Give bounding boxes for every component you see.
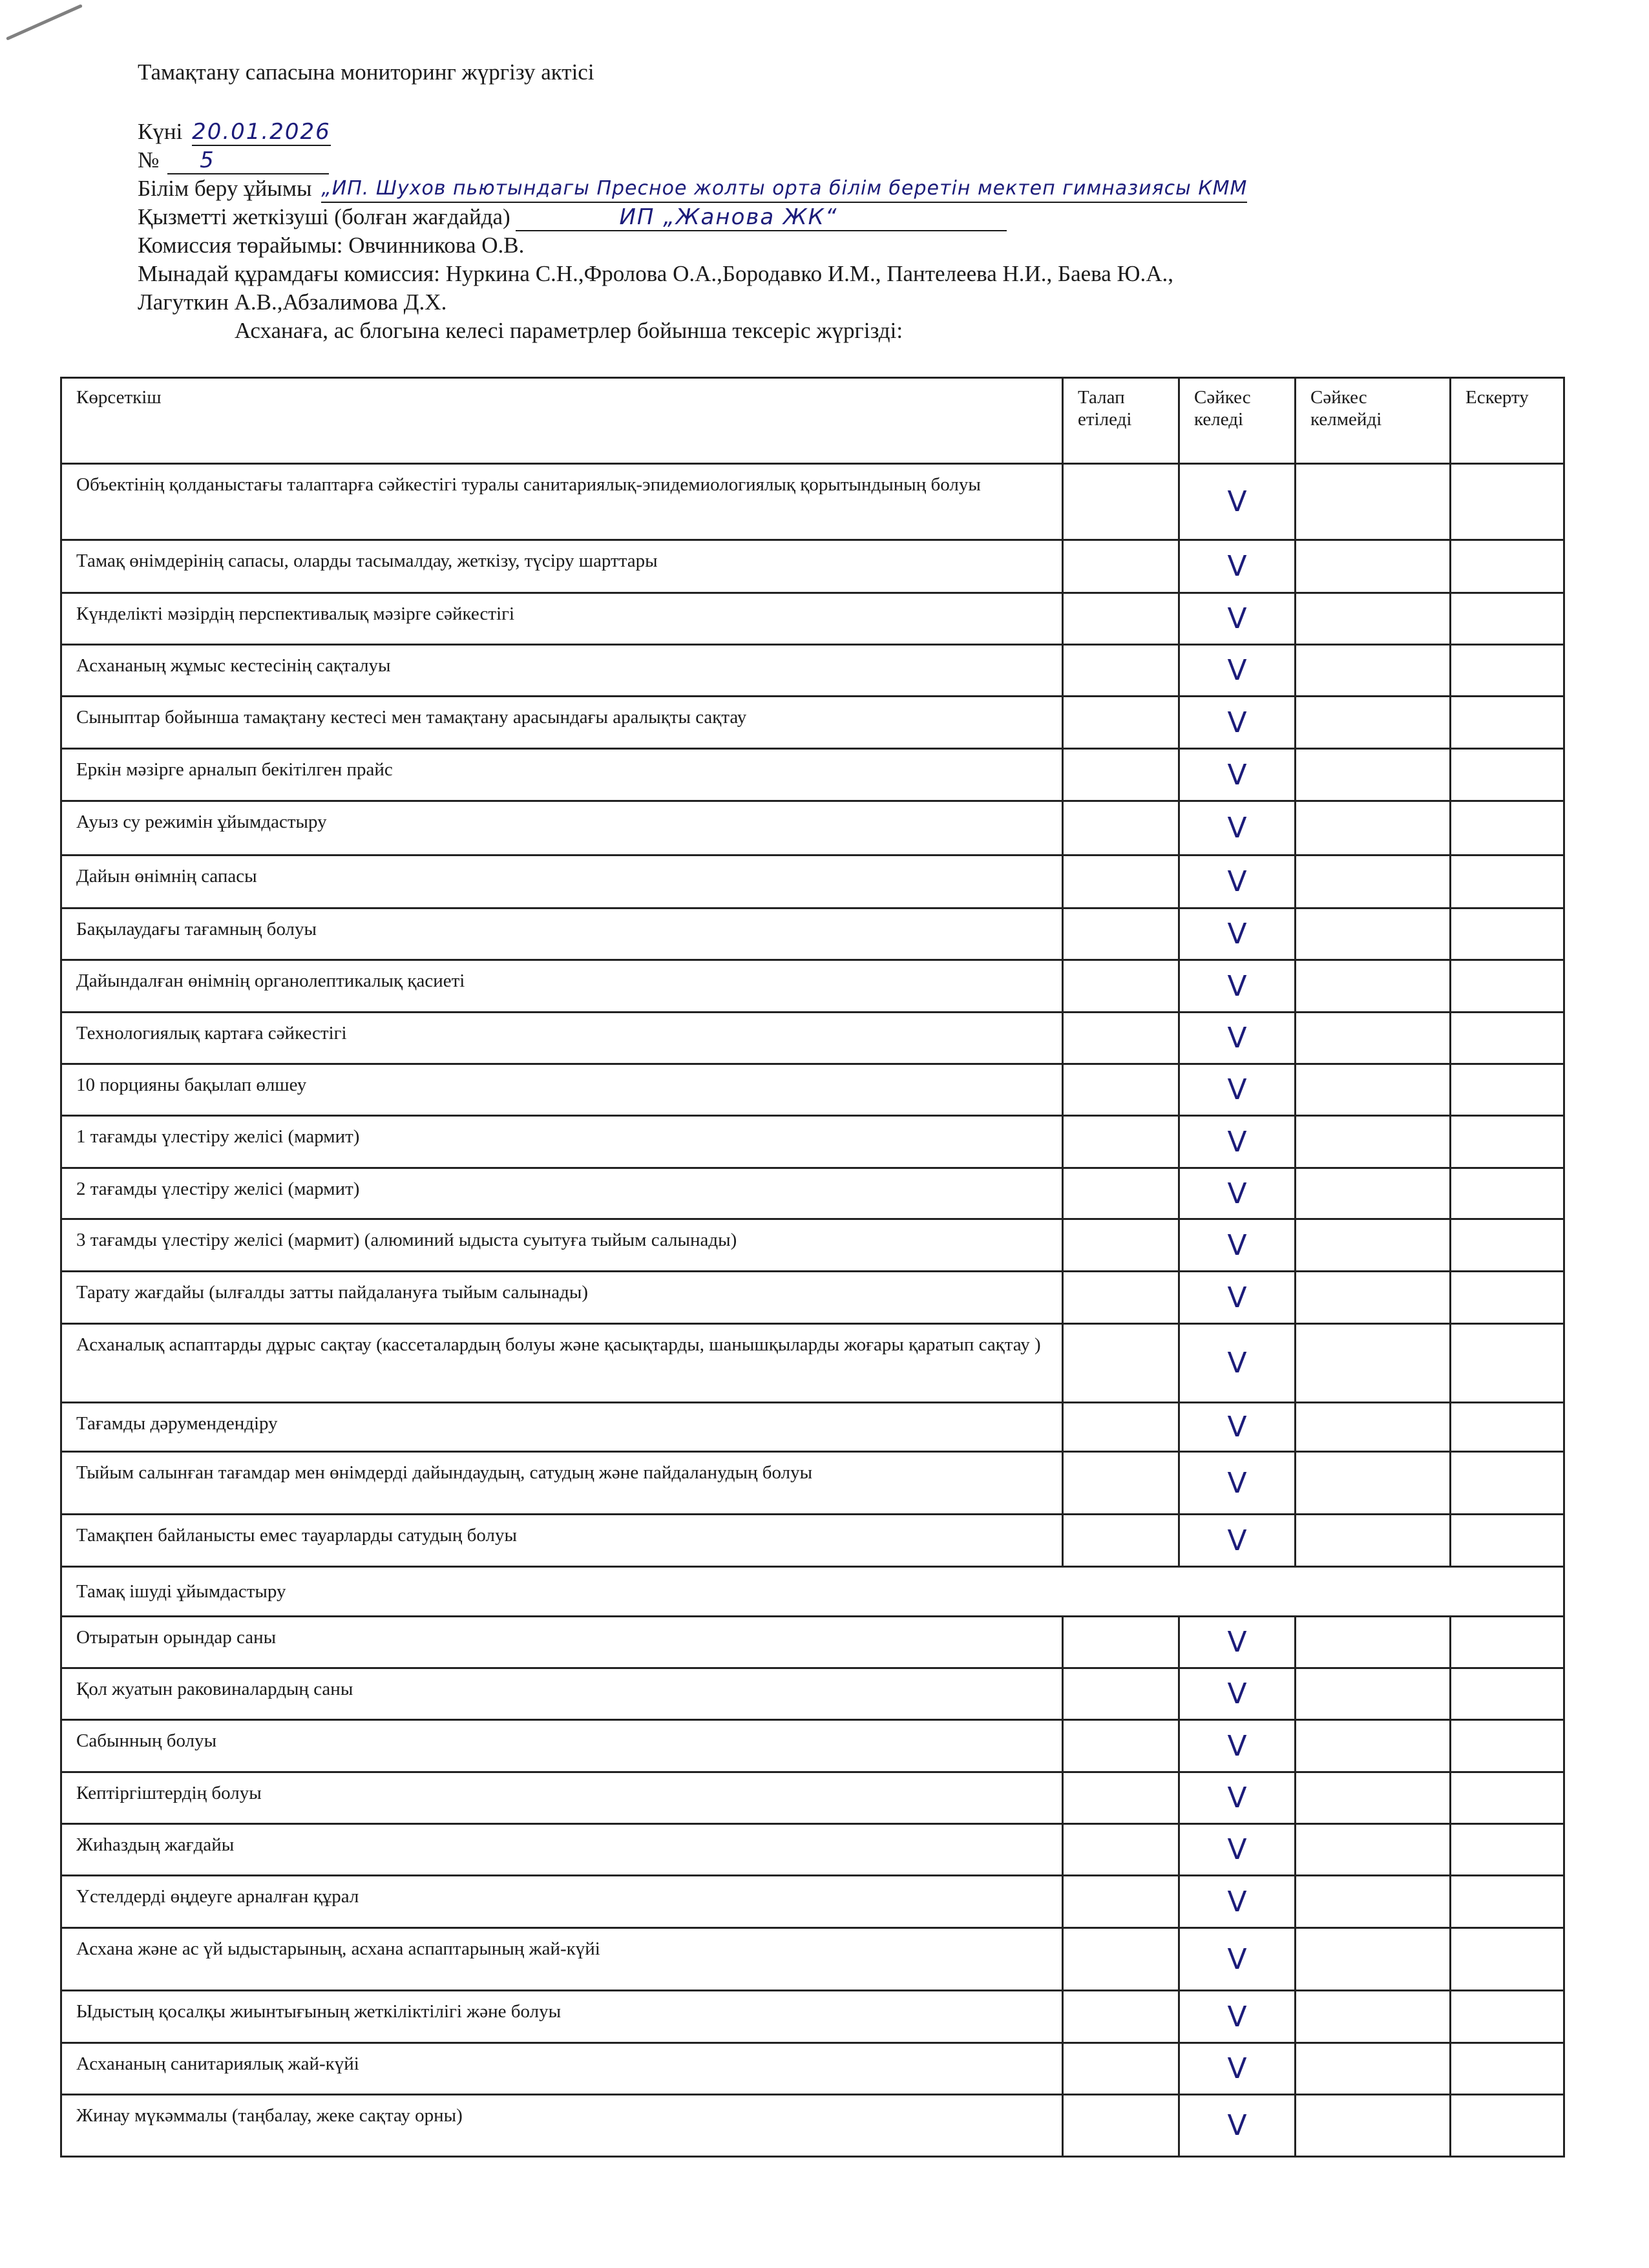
required-cell: [1063, 645, 1179, 697]
compliant-check-cell: V: [1179, 960, 1296, 1013]
compliant-check-cell: V: [1179, 1876, 1296, 1928]
note-cell: [1451, 856, 1564, 908]
indicator-cell: Жиһаздың жағдайы: [61, 1824, 1063, 1876]
table-row: [61, 540, 1564, 593]
note-cell: [1451, 1168, 1564, 1219]
table-body-main: [61, 464, 1564, 1567]
required-cell: [1063, 1515, 1179, 1567]
required-cell: [1063, 1168, 1179, 1219]
indicator-cell: Үстелдерді өңдеуге арналған құрал: [61, 1876, 1063, 1928]
table-row: [61, 1219, 1564, 1272]
table-row: [61, 1515, 1564, 1567]
indicator-cell: Дайын өнімнің сапасы: [61, 856, 1063, 908]
required-cell: [1063, 464, 1179, 540]
indicator-cell: Сыныптар бойынша тамақтану кестесі мен тамақтану арасындағы аралықты сақтау: [61, 697, 1063, 749]
table-row: [61, 464, 1564, 540]
compliant-check-cell: V: [1179, 749, 1296, 801]
non-compliant-cell: [1296, 1013, 1451, 1064]
members-label: Мынадай құрамдағы комиссия:: [138, 261, 440, 286]
table-row: [61, 1064, 1564, 1116]
note-cell: [1451, 2095, 1564, 2157]
non-compliant-cell: [1296, 1928, 1451, 1991]
note-cell: [1451, 1617, 1564, 1668]
non-compliant-cell: [1296, 1403, 1451, 1452]
indicator-cell: Қол жуатын раковиналардың саны: [61, 1668, 1063, 1720]
required-cell: [1063, 1403, 1179, 1452]
section-label: Тамақ ішуді ұйымдастыру: [61, 1567, 1564, 1617]
indicator-cell: Кептіргіштердің болуы: [61, 1772, 1063, 1824]
indicator-cell: Объектінің қолданыстағы талаптарға сәйкестігі туралы санитариялық-эпидемиологиялық қорытындының болуы: [61, 464, 1063, 540]
table-row: [61, 1168, 1564, 1219]
compliant-check-cell: V: [1179, 1824, 1296, 1876]
supplier-line: [138, 203, 1624, 231]
required-cell: [1063, 2043, 1179, 2095]
required-cell: [1063, 1668, 1179, 1720]
table-row: [61, 1452, 1564, 1515]
required-cell: [1063, 697, 1179, 749]
table-row: [61, 1876, 1564, 1928]
note-cell: [1451, 1876, 1564, 1928]
table-row: [61, 908, 1564, 960]
compliant-check-cell: V: [1179, 1219, 1296, 1272]
required-cell: [1063, 908, 1179, 960]
table-row: [61, 1824, 1564, 1876]
indicator-cell: 2 тағамды үлестіру желісі (мармит): [61, 1168, 1063, 1219]
non-compliant-cell: [1296, 749, 1451, 801]
required-cell: [1063, 801, 1179, 856]
compliant-check-cell: V: [1179, 2043, 1296, 2095]
intro-line: Асханаға, ас блогына келесі параметрлер бойынша тексеріс жүргізді:: [235, 318, 903, 343]
header-compliant: Сәйкес келеді: [1179, 378, 1296, 464]
table-row: [61, 1617, 1564, 1668]
note-cell: [1451, 1013, 1564, 1064]
required-cell: [1063, 540, 1179, 593]
non-compliant-cell: [1296, 1452, 1451, 1515]
inspection-table: [60, 377, 1565, 2158]
non-compliant-cell: [1296, 1064, 1451, 1116]
non-compliant-cell: [1296, 1116, 1451, 1168]
non-compliant-cell: [1296, 2043, 1451, 2095]
required-cell: [1063, 1219, 1179, 1272]
non-compliant-cell: [1296, 856, 1451, 908]
compliant-check-cell: V: [1179, 2095, 1296, 2157]
note-cell: [1451, 2043, 1564, 2095]
compliant-check-cell: V: [1179, 540, 1296, 593]
non-compliant-cell: [1296, 1515, 1451, 1567]
header-required: Талап етіледі: [1063, 378, 1179, 464]
non-compliant-cell: [1296, 540, 1451, 593]
compliant-check-cell: V: [1179, 1772, 1296, 1824]
non-compliant-cell: [1296, 464, 1451, 540]
table-header-row: [61, 378, 1564, 464]
indicator-cell: Ыдыстың қосалқы жиынтығының жеткіліктілігі және болуы: [61, 1991, 1063, 2043]
indicator-cell: Тағамды дәрумендендіру: [61, 1403, 1063, 1452]
note-cell: [1451, 1324, 1564, 1403]
note-cell: [1451, 1403, 1564, 1452]
non-compliant-cell: [1296, 801, 1451, 856]
compliant-check-cell: V: [1179, 1668, 1296, 1720]
required-cell: [1063, 749, 1179, 801]
compliant-check-cell: V: [1179, 1617, 1296, 1668]
document-header: [138, 58, 1624, 345]
table-body-section: [61, 1617, 1564, 2157]
supplier-value: ИП „Жанова ЖК“: [619, 204, 838, 230]
indicator-cell: Тыйым салынған тағамдар мен өнімдерді дайындаудың, сатудың және пайдаланудың болуы: [61, 1452, 1063, 1515]
indicator-cell: 10 порцияны бақылап өлшеу: [61, 1064, 1063, 1116]
note-cell: [1451, 645, 1564, 697]
members-line-2: [138, 288, 1624, 317]
header-non-compliant: Сәйкес келмейді: [1296, 378, 1451, 464]
compliant-check-cell: V: [1179, 1452, 1296, 1515]
members-line: [138, 260, 1624, 288]
indicator-cell: Дайындалған өнімнің органолептикалық қасиеті: [61, 960, 1063, 1013]
non-compliant-cell: [1296, 1168, 1451, 1219]
note-cell: [1451, 593, 1564, 645]
table-section: [61, 1567, 1564, 1617]
indicator-cell: Сабынның болуы: [61, 1720, 1063, 1772]
compliant-check-cell: V: [1179, 1272, 1296, 1324]
note-cell: [1451, 1452, 1564, 1515]
note-cell: [1451, 1064, 1564, 1116]
required-cell: [1063, 1452, 1179, 1515]
non-compliant-cell: [1296, 1219, 1451, 1272]
note-cell: [1451, 1824, 1564, 1876]
table-row: [61, 1272, 1564, 1324]
compliant-check-cell: V: [1179, 1168, 1296, 1219]
required-cell: [1063, 1991, 1179, 2043]
supplier-label: Қызметті жеткізуші (болған жағдайда): [138, 204, 510, 229]
non-compliant-cell: [1296, 1720, 1451, 1772]
indicator-cell: Отыратын орындар саны: [61, 1617, 1063, 1668]
header-note: Ескерту: [1451, 378, 1564, 464]
required-cell: [1063, 1876, 1179, 1928]
compliant-check-cell: V: [1179, 1515, 1296, 1567]
members-list-1: Нуркина С.Н.,Фролова О.А.,Бородавко И.М., Пантелеева Н.И., Баева Ю.А.,: [445, 261, 1174, 286]
table-row: [61, 2095, 1564, 2157]
table-row: [61, 1013, 1564, 1064]
table-row: [61, 645, 1564, 697]
compliant-check-cell: V: [1179, 645, 1296, 697]
section-row: [61, 1567, 1564, 1617]
required-cell: [1063, 1720, 1179, 1772]
indicator-cell: Тамақ өнімдерінің сапасы, оларды тасымалдау, жеткізу, түсіру шарттары: [61, 540, 1063, 593]
non-compliant-cell: [1296, 1824, 1451, 1876]
required-cell: [1063, 960, 1179, 1013]
non-compliant-cell: [1296, 593, 1451, 645]
non-compliant-cell: [1296, 1272, 1451, 1324]
note-cell: [1451, 1668, 1564, 1720]
organization-line: [138, 174, 1624, 203]
indicator-cell: Еркін мәзірге арналып бекітілген прайс: [61, 749, 1063, 801]
non-compliant-cell: [1296, 1324, 1451, 1403]
table-row: [61, 1772, 1564, 1824]
required-cell: [1063, 1324, 1179, 1403]
indicator-cell: Күнделікті мәзірдің перспективалық мәзірге сәйкестігі: [61, 593, 1063, 645]
indicator-cell: Жинау мүкәммалы (таңбалау, жеке сақтау орны): [61, 2095, 1063, 2157]
table-row: [61, 1403, 1564, 1452]
required-cell: [1063, 1013, 1179, 1064]
date-label: Күні: [138, 119, 183, 144]
scan-pen-mark: [6, 4, 83, 41]
note-cell: [1451, 908, 1564, 960]
note-cell: [1451, 749, 1564, 801]
non-compliant-cell: [1296, 1617, 1451, 1668]
indicator-cell: Асханалық аспаптарды дұрыс сақтау (кассеталардың болуы және қасықтарды, шанышқыларды жоғары қаратып сақтау ): [61, 1324, 1063, 1403]
required-cell: [1063, 1272, 1179, 1324]
required-cell: [1063, 1116, 1179, 1168]
required-cell: [1063, 1824, 1179, 1876]
header-indicator: Көрсеткіш: [61, 378, 1063, 464]
indicator-cell: Тарату жағдайы (ылғалды затты пайдалануға тыйым салынады): [61, 1272, 1063, 1324]
indicator-cell: Ауыз су режимін ұйымдастыру: [61, 801, 1063, 856]
compliant-check-cell: V: [1179, 697, 1296, 749]
compliant-check-cell: V: [1179, 1116, 1296, 1168]
table-row: [61, 1991, 1564, 2043]
required-cell: [1063, 1772, 1179, 1824]
table-row: [61, 1928, 1564, 1991]
note-cell: [1451, 1272, 1564, 1324]
non-compliant-cell: [1296, 960, 1451, 1013]
non-compliant-cell: [1296, 1876, 1451, 1928]
indicator-cell: Асхананың жұмыс кестесінің сақталуы: [61, 645, 1063, 697]
indicator-cell: Бақылаудағы тағамның болуы: [61, 908, 1063, 960]
table-row: [61, 2043, 1564, 2095]
document-title: Тамақтану сапасына мониторинг жүргізу актісі: [138, 59, 594, 85]
indicator-cell: Асхананың санитариялық жай-күйі: [61, 2043, 1063, 2095]
note-cell: [1451, 540, 1564, 593]
note-cell: [1451, 1928, 1564, 1991]
chair-value: Овчинникова О.В.: [348, 233, 525, 258]
compliant-check-cell: V: [1179, 1324, 1296, 1403]
note-cell: [1451, 1515, 1564, 1567]
table-row: [61, 749, 1564, 801]
compliant-check-cell: V: [1179, 464, 1296, 540]
note-cell: [1451, 960, 1564, 1013]
required-cell: [1063, 856, 1179, 908]
compliant-check-cell: V: [1179, 1720, 1296, 1772]
table-row: [61, 1720, 1564, 1772]
compliant-check-cell: V: [1179, 1403, 1296, 1452]
required-cell: [1063, 1928, 1179, 1991]
note-cell: [1451, 697, 1564, 749]
required-cell: [1063, 2095, 1179, 2157]
compliant-check-cell: V: [1179, 593, 1296, 645]
non-compliant-cell: [1296, 1668, 1451, 1720]
non-compliant-cell: [1296, 2095, 1451, 2157]
required-cell: [1063, 1617, 1179, 1668]
chair-line: [138, 231, 1624, 260]
non-compliant-cell: [1296, 697, 1451, 749]
organization-value: „ИП. Шухов пьютындагы Пресное жолты орта білім беретін мектеп гимназиясы КММ: [321, 177, 1248, 200]
table-row: [61, 1668, 1564, 1720]
number-value: 5: [200, 147, 215, 173]
non-compliant-cell: [1296, 645, 1451, 697]
members-list-2: Лагуткин А.В.,Абзалимова Д.Х.: [138, 289, 447, 315]
number-label: №: [138, 147, 160, 173]
table-row: [61, 593, 1564, 645]
indicator-cell: Тамақпен байланысты емес тауарларды сатудың болуы: [61, 1515, 1063, 1567]
note-cell: [1451, 1116, 1564, 1168]
organization-label: Білім беру ұйымы: [138, 176, 312, 201]
table-row: [61, 697, 1564, 749]
note-cell: [1451, 1772, 1564, 1824]
date-value: 20.01.2026: [192, 119, 331, 145]
note-cell: [1451, 1720, 1564, 1772]
table-row: [61, 856, 1564, 908]
non-compliant-cell: [1296, 908, 1451, 960]
compliant-check-cell: V: [1179, 1013, 1296, 1064]
note-cell: [1451, 1991, 1564, 2043]
compliant-check-cell: V: [1179, 1991, 1296, 2043]
table-row: [61, 960, 1564, 1013]
compliant-check-cell: V: [1179, 1928, 1296, 1991]
compliant-check-cell: V: [1179, 856, 1296, 908]
note-cell: [1451, 1219, 1564, 1272]
compliant-check-cell: V: [1179, 908, 1296, 960]
table-row: [61, 801, 1564, 856]
indicator-cell: Асхана және ас үй ыдыстарының, асхана аспаптарының жай-күйі: [61, 1928, 1063, 1991]
non-compliant-cell: [1296, 1772, 1451, 1824]
required-cell: [1063, 1064, 1179, 1116]
chair-label: Комиссия төрайымы:: [138, 233, 343, 258]
note-cell: [1451, 464, 1564, 540]
indicator-cell: 3 тағамды үлестіру желісі (мармит) (алюминий ыдыста суытуға тыйым салынады): [61, 1219, 1063, 1272]
required-cell: [1063, 593, 1179, 645]
number-line: [138, 146, 1624, 174]
note-cell: [1451, 801, 1564, 856]
date-line: [138, 118, 1624, 146]
table-row: [61, 1116, 1564, 1168]
compliant-check-cell: V: [1179, 1064, 1296, 1116]
indicator-cell: Технологиялық картаға сәйкестігі: [61, 1013, 1063, 1064]
non-compliant-cell: [1296, 1991, 1451, 2043]
indicator-cell: 1 тағамды үлестіру желісі (мармит): [61, 1116, 1063, 1168]
table-row: [61, 1324, 1564, 1403]
compliant-check-cell: V: [1179, 801, 1296, 856]
